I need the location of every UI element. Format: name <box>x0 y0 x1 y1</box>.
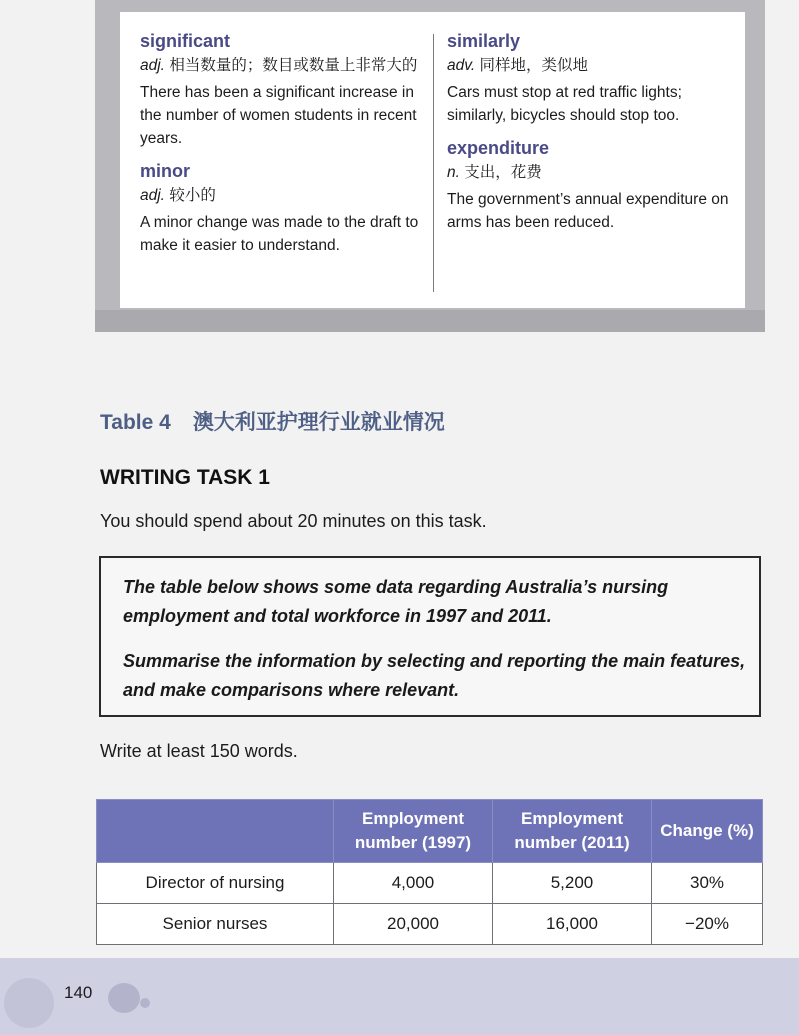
task-prompt-box <box>99 556 761 717</box>
part-of-speech: adj. <box>140 57 165 74</box>
sense <box>140 184 430 207</box>
vocabulary-column-right <box>447 30 737 244</box>
row-label: Senior nurses <box>97 904 334 945</box>
row-label: Director of nursing <box>97 863 334 904</box>
headword: minor <box>140 161 191 181</box>
meaning: 同样地，类似地 <box>479 57 588 74</box>
vocab-entry-expenditure <box>447 137 737 234</box>
table-header-row <box>97 800 763 863</box>
cell-2011: 5,200 <box>493 863 652 904</box>
table-row <box>97 904 763 945</box>
time-instruction: You should spend about 20 minutes on this task. <box>100 511 487 531</box>
vocabulary-box <box>120 12 745 308</box>
column-divider <box>433 34 434 292</box>
decorative-circle <box>108 983 140 1013</box>
header-corner <box>97 800 334 863</box>
table-caption <box>100 406 445 436</box>
sense <box>140 54 430 77</box>
example-sentence: There has been a significant increase in the number of women students in recent years. <box>140 84 417 147</box>
prompt-description: The table below shows some data regarding Australia’s nursing employment and total workforce in 1997 and 2011. <box>123 577 669 626</box>
prompt-directions: Summarise the information by selecting and reporting the main features, and make comparisons where relevant. <box>123 651 746 700</box>
vocab-entry-minor <box>140 160 430 257</box>
word-count-instruction: Write at least 150 words. <box>100 741 298 761</box>
cell-change: 30% <box>652 863 763 904</box>
example-sentence: The government’s annual expenditure on arms has been reduced. <box>447 191 729 231</box>
page-number: 140 <box>64 983 93 1002</box>
sense <box>447 161 737 184</box>
vocabulary-column-left <box>140 30 430 267</box>
meaning: 支出，花费 <box>464 164 542 181</box>
table-caption-label: Table 4 <box>100 411 171 434</box>
table-caption-title: 澳大利亚护理行业就业情况 <box>192 411 445 434</box>
meaning: 相当数量的；数目或数量上非常大的 <box>169 57 418 74</box>
part-of-speech: adj. <box>140 187 165 204</box>
cell-change: −20% <box>652 904 763 945</box>
header-employment-2011: Employment number (2011) <box>493 800 652 863</box>
header-employment-1997: Employment number (1997) <box>334 800 493 863</box>
part-of-speech: n. <box>447 164 460 181</box>
cell-2011: 16,000 <box>493 904 652 945</box>
headword: similarly <box>447 31 521 51</box>
headword: significant <box>140 31 231 51</box>
task-heading: WRITING TASK 1 <box>100 466 270 489</box>
table-row <box>97 863 763 904</box>
example-sentence: A minor change was made to the draft to make it easier to understand. <box>140 214 419 254</box>
decorative-dot <box>140 998 150 1008</box>
vocab-entry-similarly <box>447 30 737 127</box>
header-change: Change (%) <box>652 800 763 863</box>
nursing-employment-table <box>96 799 763 945</box>
vocab-entry-significant <box>140 30 430 150</box>
sense <box>447 54 737 77</box>
meaning: 较小的 <box>169 187 216 204</box>
part-of-speech: adv. <box>447 57 476 74</box>
decorative-circle <box>4 978 54 1028</box>
example-sentence: Cars must stop at red traffic lights; similarly, bicycles should stop too. <box>447 84 682 124</box>
headword: expenditure <box>447 138 550 158</box>
cell-1997: 20,000 <box>334 904 493 945</box>
cell-1997: 4,000 <box>334 863 493 904</box>
